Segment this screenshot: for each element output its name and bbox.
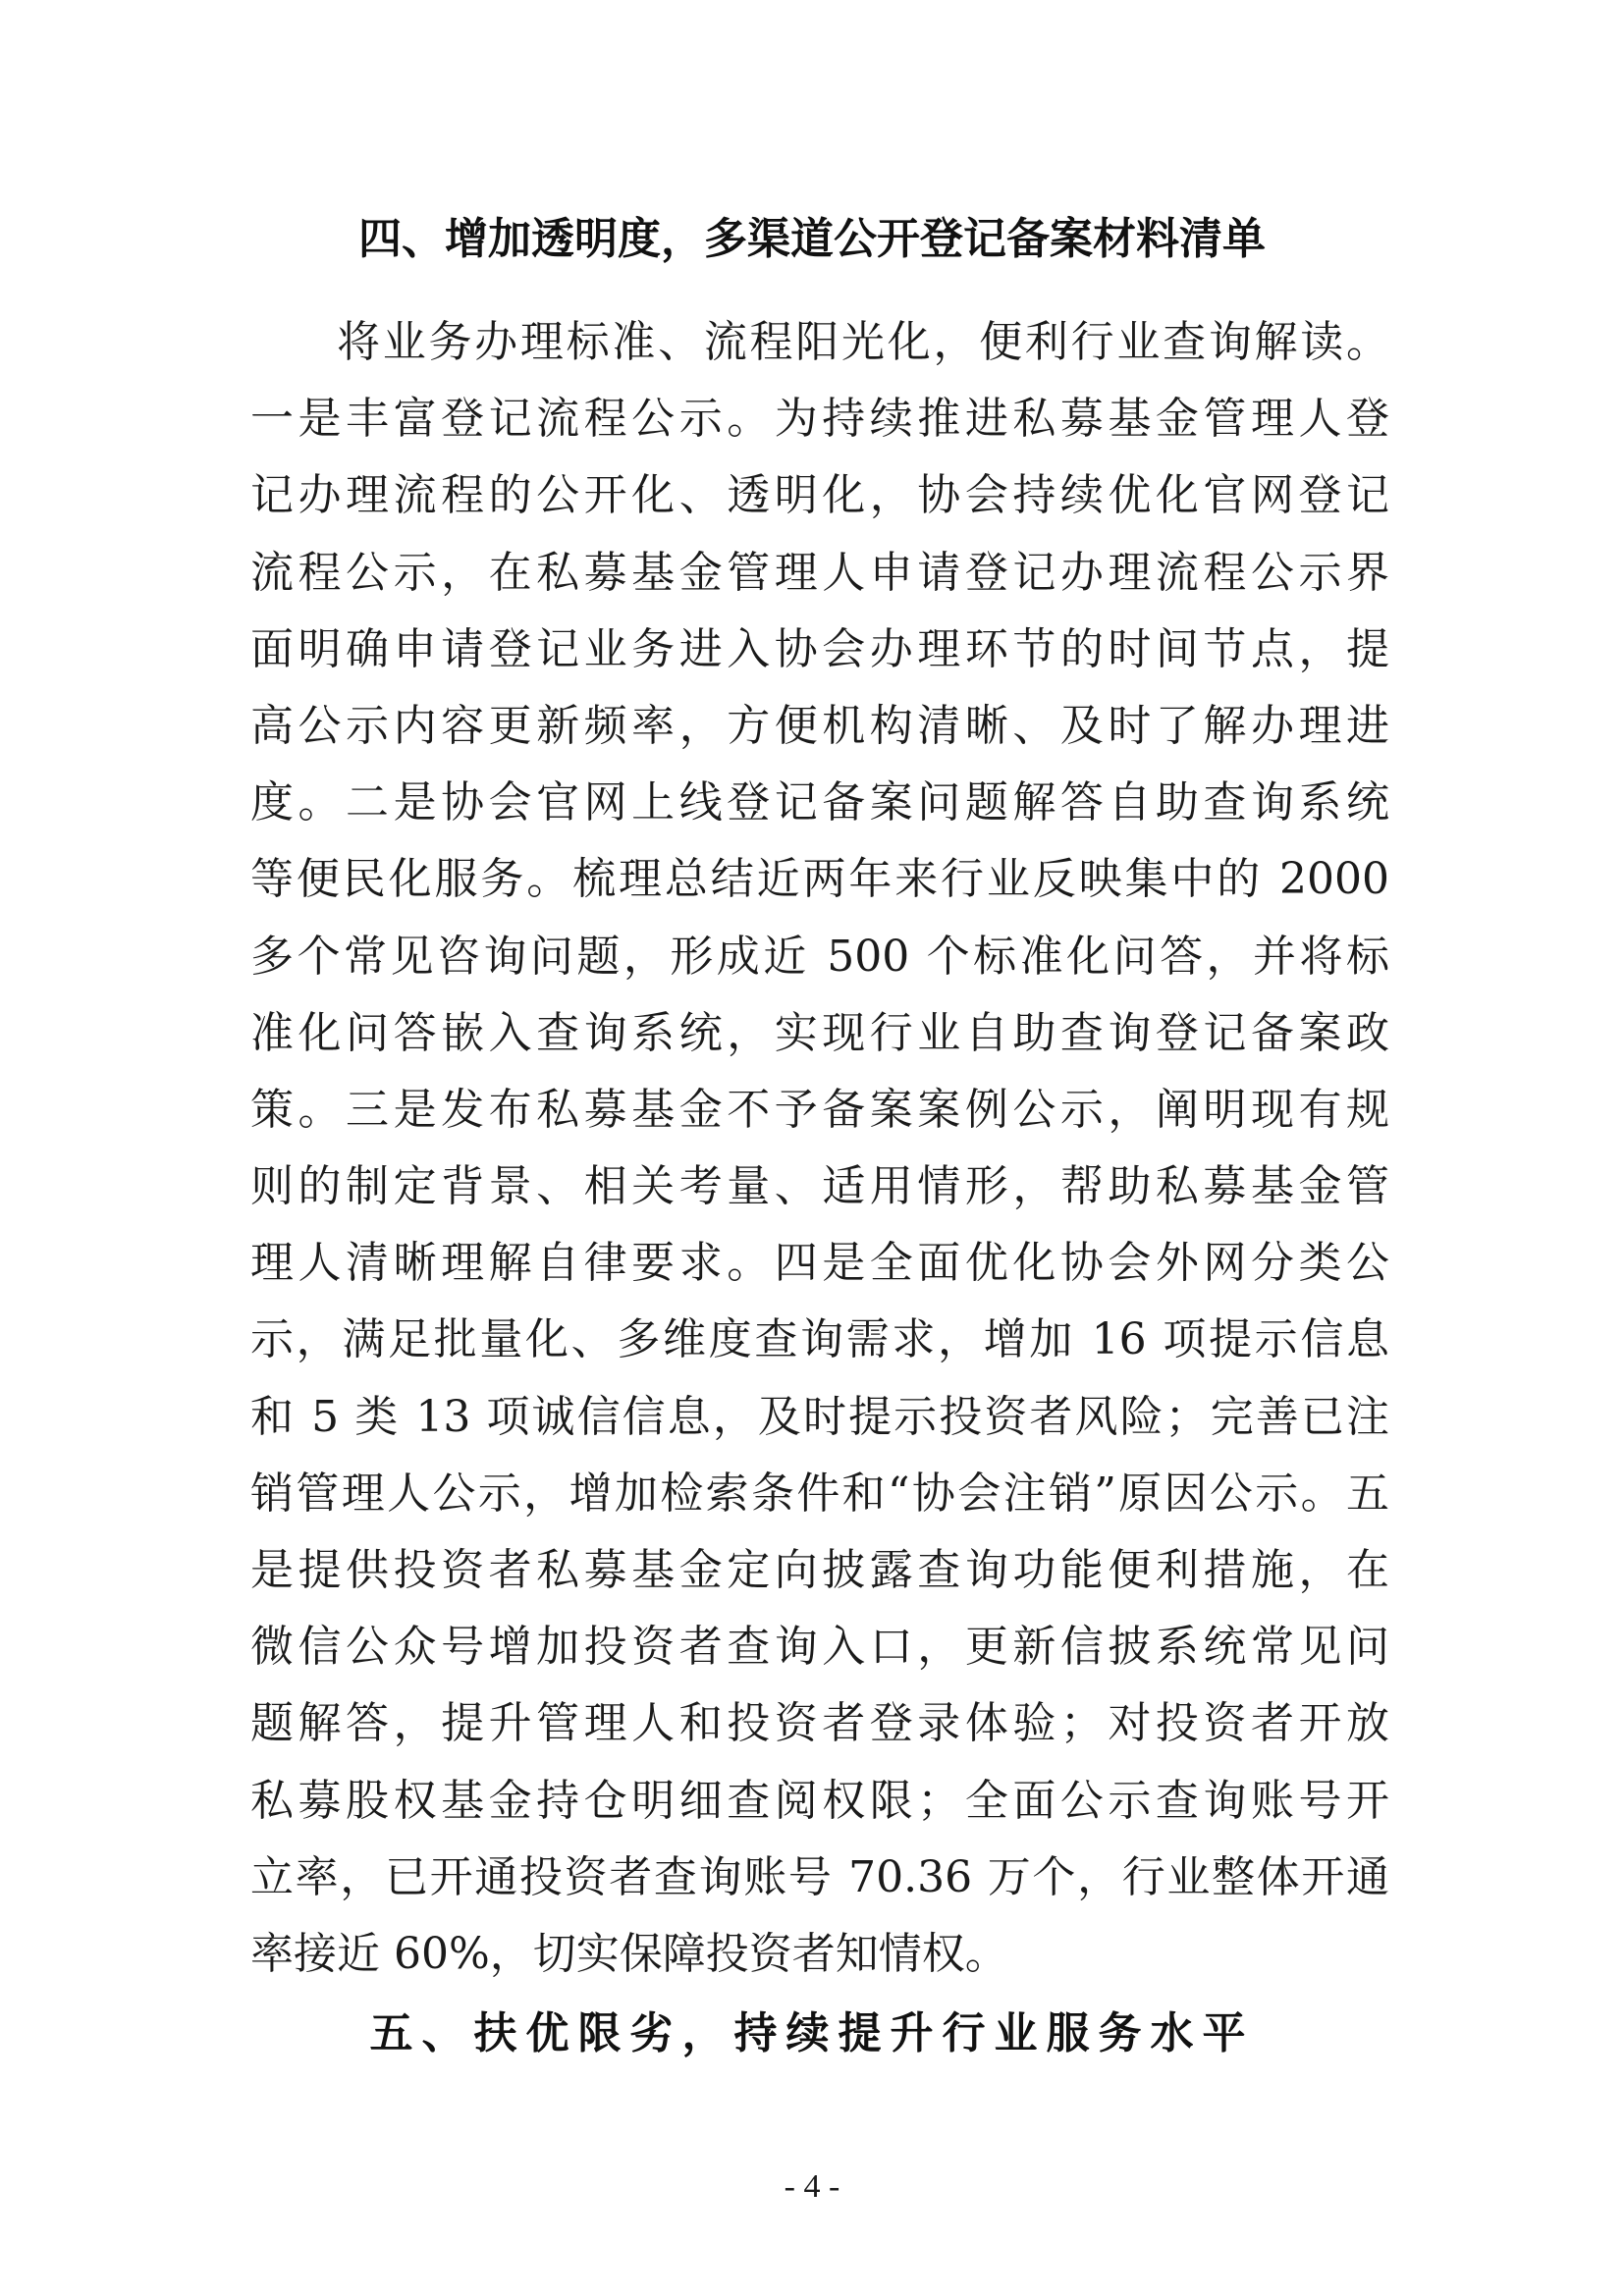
body-line: 面明确申请登记业务进入协会办理环节的时间节点，提 (250, 623, 1389, 674)
body-line: 率接近 60%，切实保障投资者知情权。 (250, 1928, 1008, 1979)
page-number: - 4 - (784, 2168, 840, 2205)
body-line: 示，满足批量化、多维度查询需求，增加 16 项提示信息 (250, 1314, 1389, 1365)
body-line: 微信公众号增加投资者查询入口，更新信披系统常见问 (250, 1622, 1389, 1673)
section-5-heading: 五、扶优限劣，持续提升行业服务水平 (369, 2008, 1255, 2058)
body-line: 则的制定背景、相关考量、适用情形，帮助私募基金管 (250, 1161, 1389, 1212)
body-line: 准化问答嵌入查询系统，实现行业自助查询登记备案政 (250, 1007, 1389, 1058)
body-line: 私募股权基金持仓明细查阅权限；全面公示查询账号开 (250, 1775, 1389, 1826)
section-4-heading: 四、增加透明度，多渠道公开登记备案材料清单 (358, 214, 1266, 264)
body-line: 是提供投资者私募基金定向披露查询功能便利措施，在 (250, 1545, 1389, 1595)
body-line: 题解答，提升管理人和投资者登录体验；对投资者开放 (250, 1698, 1389, 1749)
body-line: 和 5 类 13 项诚信信息，及时提示投资者风险；完善已注 (250, 1391, 1389, 1442)
section-4-body (250, 304, 1389, 1993)
body-line: 将业务办理标准、流程阳光化，便利行业查询解读。 (337, 317, 1389, 367)
body-line: 一是丰富登记流程公示。为持续推进私募基金管理人登 (250, 394, 1389, 445)
body-line: 策。三是发布私募基金不予备案案例公示，阐明现有规 (250, 1084, 1389, 1135)
body-line: 立率，已开通投资者查询账号 70.36 万个，行业整体开通 (250, 1851, 1389, 1902)
body-line: 销管理人公示，增加检索条件和“协会注销”原因公示。五 (250, 1468, 1389, 1519)
body-line: 高公示内容更新频率，方便机构清晰、及时了解办理进 (250, 700, 1389, 751)
body-line: 等便民化服务。梳理总结近两年来行业反映集中的 2000 (250, 854, 1389, 905)
body-line: 多个常见咨询问题，形成近 500 个标准化问答，并将标 (250, 931, 1389, 982)
body-line: 流程公示，在私募基金管理人申请登记办理流程公示界 (250, 547, 1389, 598)
body-line: 度。二是协会官网上线登记备案问题解答自助查询系统 (250, 777, 1389, 828)
body-line: 记办理流程的公开化、透明化，协会持续优化官网登记 (250, 470, 1389, 521)
body-line: 理人清晰理解自律要求。四是全面优化协会外网分类公 (250, 1238, 1389, 1289)
